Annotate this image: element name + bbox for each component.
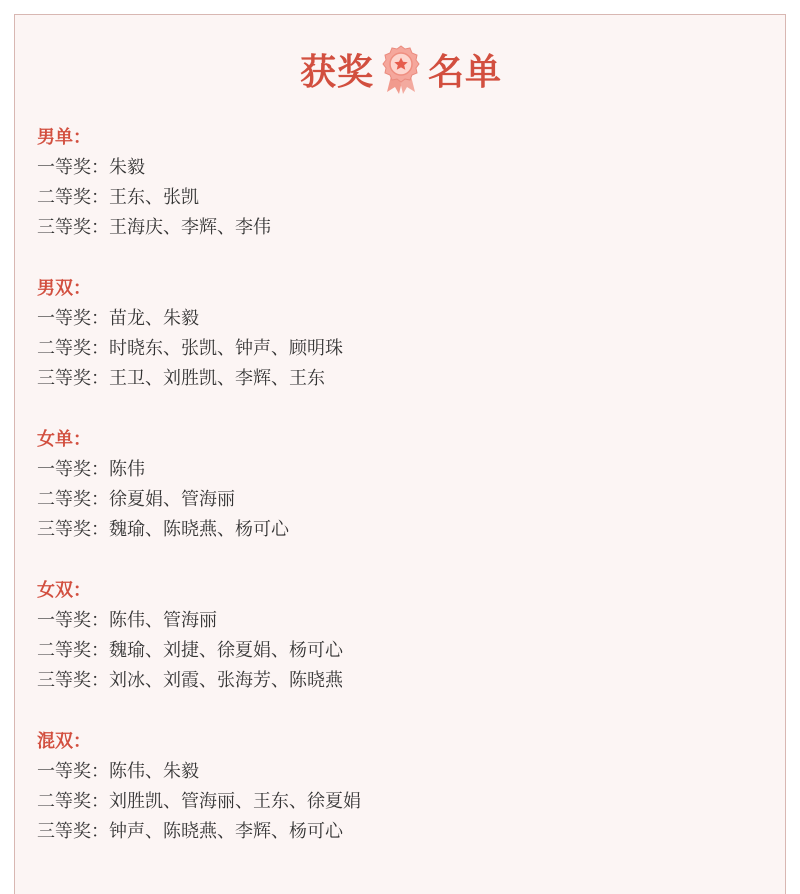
- award-names: 朱毅: [109, 157, 145, 178]
- section-title: 男单：: [37, 127, 91, 148]
- award-names: 陈伟: [109, 459, 145, 480]
- award-label: 二等奖：: [37, 489, 109, 510]
- award-line-first: [37, 455, 757, 485]
- award-names: 徐夏娟、管海丽: [109, 489, 235, 510]
- section-title: 混双：: [37, 731, 91, 752]
- award-line-third: [37, 515, 757, 545]
- section-womens-singles: [37, 425, 757, 545]
- award-label: 一等奖：: [37, 459, 109, 480]
- award-list: [37, 123, 757, 878]
- award-names: 刘胜凯、管海丽、王东、徐夏娟: [109, 791, 361, 812]
- award-line-third: [37, 666, 757, 696]
- title-right-text: 名单: [428, 51, 503, 93]
- award-line-third: [37, 817, 757, 847]
- award-names: 陈伟、管海丽: [109, 610, 217, 631]
- award-line-second: [37, 636, 757, 666]
- award-line-second: [37, 787, 757, 817]
- award-label: 一等奖：: [37, 761, 109, 782]
- award-label: 一等奖：: [37, 610, 109, 631]
- award-label: 二等奖：: [37, 338, 109, 359]
- award-names: 王海庆、李辉、李伟: [109, 217, 271, 238]
- award-names: 王东、张凯: [109, 187, 199, 208]
- award-names: 王卫、刘胜凯、李辉、王东: [109, 368, 325, 389]
- page-title: [15, 41, 787, 97]
- award-label: 三等奖：: [37, 821, 109, 842]
- section-title: 女单：: [37, 429, 91, 450]
- section-title: 男双：: [37, 278, 91, 299]
- award-names: 魏瑜、陈晓燕、杨可心: [109, 519, 289, 540]
- award-label: 三等奖：: [37, 368, 109, 389]
- award-label: 一等奖：: [37, 308, 109, 329]
- award-label: 二等奖：: [37, 640, 109, 661]
- award-line-first: [37, 304, 757, 334]
- award-names: 苗龙、朱毅: [109, 308, 199, 329]
- award-label: 二等奖：: [37, 187, 109, 208]
- award-line-second: [37, 485, 757, 515]
- award-label: 三等奖：: [37, 217, 109, 238]
- award-line-second: [37, 183, 757, 213]
- award-line-third: [37, 364, 757, 394]
- award-card: [14, 14, 786, 894]
- section-womens-doubles: [37, 576, 757, 696]
- award-line-third: [37, 213, 757, 243]
- award-label: 三等奖：: [37, 670, 109, 691]
- award-label: 三等奖：: [37, 519, 109, 540]
- section-mens-singles: [37, 123, 757, 243]
- section-title: 女双：: [37, 580, 91, 601]
- award-names: 刘冰、刘霞、张海芳、陈晓燕: [109, 670, 343, 691]
- award-names: 时晓东、张凯、钟声、顾明珠: [109, 338, 343, 359]
- award-names: 陈伟、朱毅: [109, 761, 199, 782]
- award-label: 一等奖：: [37, 157, 109, 178]
- award-line-first: [37, 606, 757, 636]
- award-names: 魏瑜、刘捷、徐夏娟、杨可心: [109, 640, 343, 661]
- section-mens-doubles: [37, 274, 757, 394]
- award-line-first: [37, 153, 757, 183]
- award-line-first: [37, 757, 757, 787]
- award-names: 钟声、陈晓燕、李辉、杨可心: [109, 821, 343, 842]
- title-left-text: 获奖: [299, 51, 374, 93]
- award-line-second: [37, 334, 757, 364]
- award-label: 二等奖：: [37, 791, 109, 812]
- section-mixed-doubles: [37, 727, 757, 847]
- award-badge-icon: [380, 43, 422, 95]
